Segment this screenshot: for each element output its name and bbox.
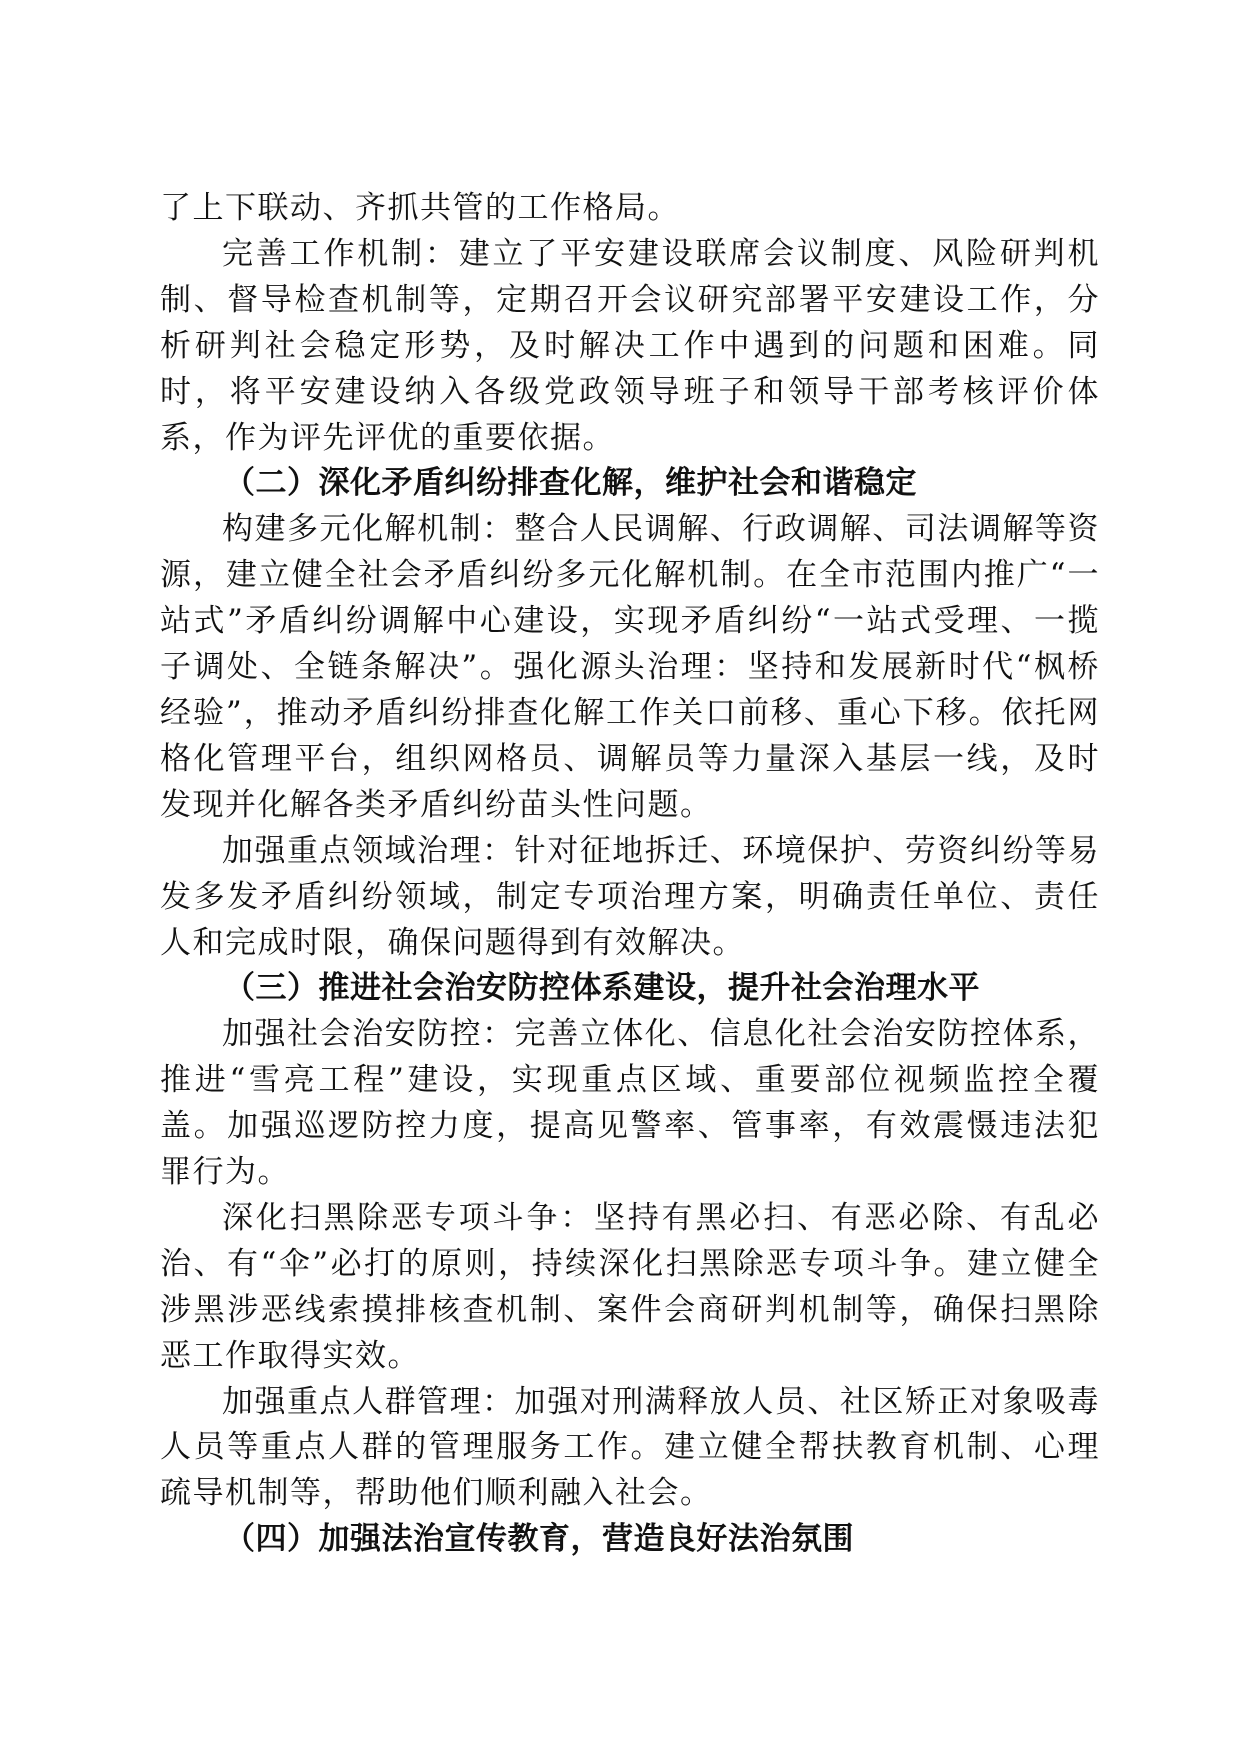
section-heading-4: （四）加强法治宣传教育，营造良好法治氛围 bbox=[224, 1521, 854, 1558]
paragraph-public-security: 加强社会治安防控：完善立体化、信息化社会治安防控体系，推进“雪亮工程”建设，实现重点区域、重要部位视频监控全覆盖。加强巡逻防控力度，提高见警率、管事率，有效震慑违法犯罪行为。 bbox=[160, 1016, 1100, 1191]
paragraph-continuation: 了上下联动、齐抓共管的工作格局。 bbox=[160, 190, 680, 226]
paragraph-work-mechanism: 完善工作机制：建立了平安建设联席会议制度、风险研判机制、督导检查机制等，定期召开会议研究部署平安建设工作，分析研判社会稳定形势，及时解决工作中遇到的问题和困难。同时，将平安建设纳入各级党政领导班子和领导干部考核评价体系，作为评先评优的重要依据。 bbox=[160, 235, 1100, 456]
paragraph-anti-crime-campaign: 深化扫黑除恶专项斗争：坚持有黑必扫、有恶必除、有乱必治、有“伞”必打的原则，持续深化扫黑除恶专项斗争。建立健全涉黑涉恶线索摸排核查机制、案件会商研判机制等，确保扫黑除恶工作取得实效。 bbox=[160, 1199, 1100, 1374]
section-heading-2: （二）深化矛盾纠纷排查化解，维护社会和谐稳定 bbox=[224, 465, 917, 502]
document-page bbox=[160, 186, 1100, 1563]
paragraph-key-groups: 加强重点人群管理：加强对刑满释放人员、社区矫正对象吸毒人员等重点人群的管理服务工作。建立健全帮扶教育机制、心理疏导机制等，帮助他们顺利融入社会。 bbox=[160, 1383, 1100, 1512]
paragraph-key-area-governance: 加强重点领域治理：针对征地拆迁、环境保护、劳资纠纷等易发多发矛盾纠纷领域，制定专项治理方案，明确责任单位、责任人和完成时限，确保问题得到有效解决。 bbox=[160, 832, 1100, 961]
paragraph-diversified-resolution: 构建多元化解机制：整合人民调解、行政调解、司法调解等资源，建立健全社会矛盾纠纷多元化解机制。在全市范围内推广“一站式”矛盾纠纷调解中心建设，实现矛盾纠纷“一站式受理、一揽子调处、全链条解决”。强化源头治理：坚持和发展新时代“枫桥经验”，推动矛盾纠纷排查化解工作关口前移、重心下移。依托网格化管理平台，组织网格员、调解员等力量深入基层一线，及时发现并化解各类矛盾纠纷苗头性问题。 bbox=[160, 511, 1100, 823]
section-heading-3: （三）推进社会治安防控体系建设，提升社会治理水平 bbox=[224, 970, 980, 1007]
